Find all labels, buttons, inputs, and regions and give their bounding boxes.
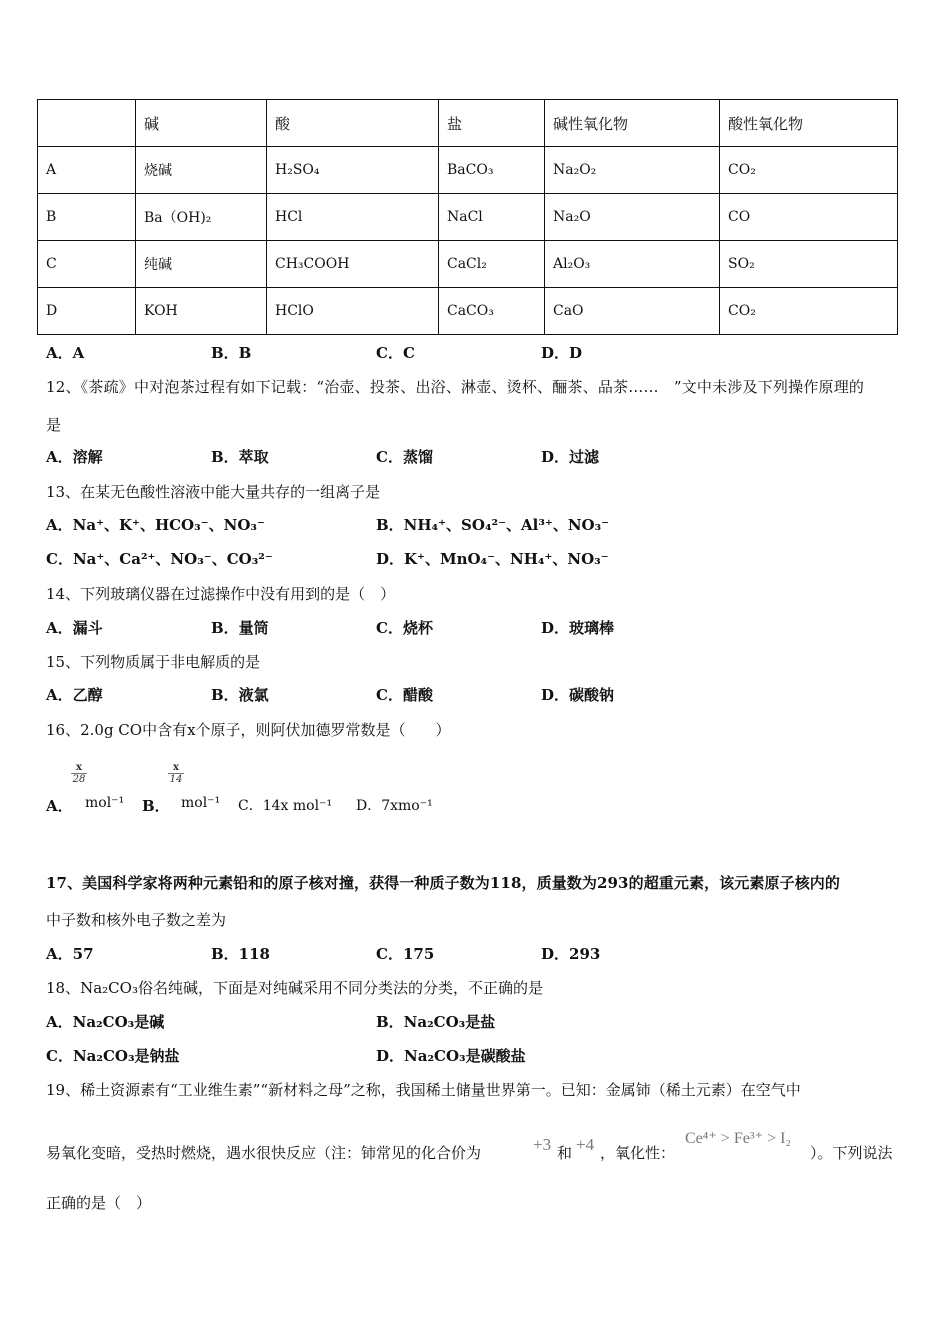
fraction-x-over-14 bbox=[168, 762, 184, 785]
question-15-stem: 15、下列物质属于非电解质的是 bbox=[46, 653, 261, 671]
header-cell: 酸 bbox=[267, 100, 439, 147]
option-c: C．烧杯 bbox=[376, 619, 433, 637]
table-cell: A bbox=[38, 147, 136, 194]
classification-table bbox=[37, 99, 898, 335]
option-d: D．7xmo⁻¹ bbox=[356, 798, 433, 814]
table-row bbox=[38, 194, 898, 241]
table-cell: Al₂O₃ bbox=[545, 241, 720, 288]
option-d: D．玻璃棒 bbox=[541, 619, 615, 637]
option-c: C．175 bbox=[376, 945, 435, 963]
table-cell: CO bbox=[720, 194, 898, 241]
option-d: D．Na₂CO₃是碳酸盐 bbox=[376, 1047, 526, 1065]
option-a-label: A． bbox=[46, 797, 73, 815]
option-a: A．Na⁺、K⁺、HCO₃⁻、NO₃⁻ bbox=[46, 516, 265, 534]
option-d: D．K⁺、MnO₄⁻、NH₄⁺、NO₃⁻ bbox=[376, 550, 609, 568]
fraction-denominator: 28 bbox=[72, 774, 86, 785]
table-cell: H₂SO₄ bbox=[267, 147, 439, 194]
option-b: B．118 bbox=[211, 945, 270, 963]
option-d: D．过滤 bbox=[541, 448, 600, 466]
option-c: C．C bbox=[376, 344, 415, 362]
header-cell: 碱 bbox=[136, 100, 267, 147]
header-cell bbox=[38, 100, 136, 147]
option-d: D．D bbox=[541, 344, 583, 362]
question-17-stem-cont: 中子数和核外电子数之差为 bbox=[46, 911, 227, 929]
option-b-unit: mol⁻¹ bbox=[181, 795, 221, 811]
question-18-stem: 18、Na₂CO₃俗名纯碱，下面是对纯碱采用不同分类法的分类，不正确的是 bbox=[46, 979, 543, 997]
question-19-stem-cont-a: 易氧化变暗，受热时燃烧，遇水很快反应（注：铈常见的化合价为 bbox=[46, 1144, 482, 1162]
table-cell: CO₂ bbox=[720, 288, 898, 335]
table-cell: Ba（OH)₂ bbox=[136, 194, 267, 241]
option-b: B．萃取 bbox=[211, 448, 269, 466]
fraction-numerator: x bbox=[168, 762, 184, 774]
table-cell: SO₂ bbox=[720, 241, 898, 288]
option-a: A．Na₂CO₃是碱 bbox=[46, 1013, 165, 1031]
table-cell: Na₂O₂ bbox=[545, 147, 720, 194]
option-c: C．14x mol⁻¹ bbox=[238, 798, 333, 814]
table-cell: CO₂ bbox=[720, 147, 898, 194]
header-cell: 盐 bbox=[439, 100, 545, 147]
option-a: A．57 bbox=[46, 945, 94, 963]
option-c: C．醋酸 bbox=[376, 686, 433, 704]
table-header-row bbox=[38, 100, 898, 147]
table-cell: CaO bbox=[545, 288, 720, 335]
question-19-stem-cont-b: ）。下列说法 bbox=[810, 1144, 893, 1162]
question-19-stem: 19、稀土资源素有“工业维生素”“新材料之母”之称，我国稀土储量世界第一。已知：金属铈（稀土元素）在空气中 bbox=[46, 1081, 801, 1099]
question-16-stem: 16、2.0g CO中含有x个原子，则阿伏加德罗常数是（ ） bbox=[46, 721, 451, 739]
table-cell: HClO bbox=[267, 288, 439, 335]
table-cell: CaCO₃ bbox=[439, 288, 545, 335]
option-a: A．A bbox=[46, 344, 85, 362]
option-a: A．溶解 bbox=[46, 448, 103, 466]
fraction-numerator: x bbox=[71, 762, 87, 774]
valence-plus-3: +3 bbox=[533, 1135, 552, 1154]
header-cell: 碱性氧化物 bbox=[545, 100, 720, 147]
fraction-denominator: 14 bbox=[169, 774, 183, 785]
table-cell: CaCl₂ bbox=[439, 241, 545, 288]
option-b: B．B bbox=[211, 344, 252, 362]
header-cell: 酸性氧化物 bbox=[720, 100, 898, 147]
question-19-stem-cont-c: 正确的是（ ） bbox=[46, 1194, 152, 1212]
question-19-and: 和 bbox=[557, 1144, 573, 1162]
question-17-stem: 17、美国科学家将两种元素铅和的原子核对撞，获得一种质子数为118，质量数为293的超重元素，该元素原子核内的 bbox=[46, 874, 841, 892]
table-cell: 烧碱 bbox=[136, 147, 267, 194]
option-b: B．Na₂CO₃是盐 bbox=[376, 1013, 496, 1031]
table-cell: B bbox=[38, 194, 136, 241]
oxidizing-order-formula: Ce⁴⁺ > Fe³⁺ > I₂ bbox=[685, 1130, 791, 1147]
option-a-unit: mol⁻¹ bbox=[85, 795, 125, 811]
option-b: B．液氯 bbox=[211, 686, 269, 704]
table-cell: D bbox=[38, 288, 136, 335]
table-row bbox=[38, 147, 898, 194]
table-cell: CH₃COOH bbox=[267, 241, 439, 288]
question-12-stem: 12、《茶疏》中对泡茶过程有如下记载：“治壶、投茶、出浴、淋壶、烫杯、酾茶、品茶…… ”文中未涉及下列操作原理的 bbox=[46, 378, 865, 396]
option-c: C．Na⁺、Ca²⁺、NO₃⁻、CO₃²⁻ bbox=[46, 550, 273, 568]
table-cell: HCl bbox=[267, 194, 439, 241]
option-d: D．碳酸钠 bbox=[541, 686, 615, 704]
table-row bbox=[38, 241, 898, 288]
fraction-x-over-28 bbox=[71, 762, 87, 785]
question-14-stem: 14、下列玻璃仪器在过滤操作中没有用到的是（ ） bbox=[46, 585, 396, 603]
table-cell: 纯碱 bbox=[136, 241, 267, 288]
table-cell: KOH bbox=[136, 288, 267, 335]
option-c: C．蒸馏 bbox=[376, 448, 433, 466]
question-12-stem-cont: 是 bbox=[46, 416, 62, 434]
option-a: A．漏斗 bbox=[46, 619, 103, 637]
table-cell: Na₂O bbox=[545, 194, 720, 241]
table-cell: NaCl bbox=[439, 194, 545, 241]
option-b-label: B． bbox=[142, 797, 170, 815]
option-d: D．293 bbox=[541, 945, 601, 963]
option-b: B．量筒 bbox=[211, 619, 269, 637]
table-cell: C bbox=[38, 241, 136, 288]
table-cell: BaCO₃ bbox=[439, 147, 545, 194]
valence-plus-4: +4 bbox=[576, 1135, 595, 1154]
option-b: B．NH₄⁺、SO₄²⁻、Al³⁺、NO₃⁻ bbox=[376, 516, 610, 534]
option-c: C．Na₂CO₃是钠盐 bbox=[46, 1047, 180, 1065]
table-row bbox=[38, 288, 898, 335]
question-13-stem: 13、在某无色酸性溶液中能大量共存的一组离子是 bbox=[46, 483, 381, 501]
option-a: A．乙醇 bbox=[46, 686, 103, 704]
question-19-oxidizing-label: ，氧化性： bbox=[600, 1144, 676, 1162]
